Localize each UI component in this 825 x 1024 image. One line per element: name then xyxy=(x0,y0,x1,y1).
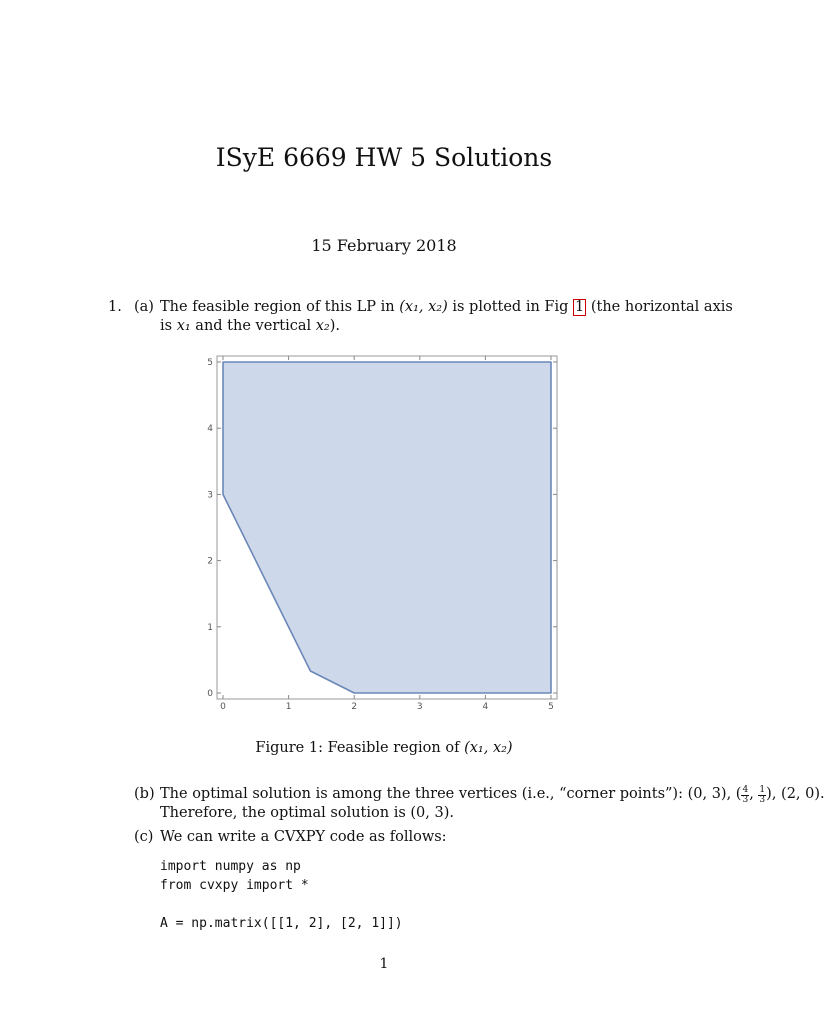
part-b-line1: The optimal solution is among the three vertices (i.e., “corner points”): (0, 3), ( $\frac{4}{3}$ , $\frac{1}{3}$ ), (2, 0). xyxy=(160,785,825,805)
feasible-region-chart xyxy=(200,350,565,725)
part-b-line2 xyxy=(160,804,454,823)
y-tick-label: 3 xyxy=(207,490,213,501)
x-tick-label: 4 xyxy=(482,702,489,712)
part-a-text: (the horizontal axis xyxy=(586,299,733,315)
part-a-text: is xyxy=(160,318,177,334)
y-tick-label: 5 xyxy=(207,358,213,368)
x-tick-label: 5 xyxy=(548,702,554,712)
y-tick-label: 0 xyxy=(207,689,213,699)
x-tick-label: 3 xyxy=(416,702,423,712)
numerator: 4 xyxy=(742,785,749,795)
part-a-text: and the vertical xyxy=(190,318,316,334)
vertex-3: (2, 0) xyxy=(781,786,821,802)
caption-text: Figure 1: Feasible region of xyxy=(255,740,465,756)
part-b-label: (b) xyxy=(134,786,155,802)
y-tick-label: 1 xyxy=(207,622,213,633)
y-tick-label: 4 xyxy=(207,424,213,435)
caption-vars-math: (x₁, x₂) xyxy=(464,740,513,756)
part-b-text: The optimal solution is among the three vertices (i.e., “corner points”): xyxy=(160,786,688,802)
part-c-label: (c) xyxy=(134,829,154,845)
part-a-label: (a) xyxy=(134,299,154,315)
denominator: 3 xyxy=(742,795,749,805)
x-tick-label: 2 xyxy=(351,702,358,712)
optimal-solution: (0, 3) xyxy=(410,805,450,821)
denominator: 3 xyxy=(759,795,766,805)
x-tick-label: 1 xyxy=(285,702,292,712)
document-date: 15 February 2018 xyxy=(311,236,457,255)
part-a-text: The feasible region of this LP in xyxy=(160,299,400,315)
variables-math: (x₁, x₂) xyxy=(399,299,448,315)
part-a-text: ). xyxy=(329,318,341,334)
numerator: 1 xyxy=(759,785,766,795)
period: . xyxy=(449,805,454,821)
paren: ( xyxy=(735,786,742,802)
x2-math: x₂ xyxy=(315,318,330,334)
part-a-line1 xyxy=(160,298,733,317)
x-tick-label: 0 xyxy=(220,702,226,712)
vertex-2 xyxy=(735,785,772,805)
figure-caption xyxy=(0,740,768,756)
fraction xyxy=(758,786,766,805)
code-line: A = np.matrix([[1, 2], [2, 1]]) xyxy=(160,916,403,931)
vertex-1: (0, 3) xyxy=(687,786,727,802)
code-line: import numpy as np xyxy=(160,859,301,874)
part-c-text: We can write a CVXPY code as follows: xyxy=(160,829,447,845)
figure-reference-link[interactable]: 1 xyxy=(575,299,585,315)
page-title: ISyE 6669 HW 5 Solutions xyxy=(215,143,553,172)
paren: ) xyxy=(766,786,772,802)
comma: , xyxy=(749,786,759,802)
part-a-line2 xyxy=(160,317,340,336)
x1-math: x₁ xyxy=(176,318,191,334)
part-b-text: Therefore, the optimal solution is xyxy=(160,805,411,821)
problem-number: 1. xyxy=(108,299,122,315)
part-a-text: is plotted in Fig xyxy=(447,299,573,315)
page-number: 1 xyxy=(379,956,389,972)
y-tick-label: 2 xyxy=(207,556,213,567)
code-line: from cvxpy import * xyxy=(160,878,309,893)
